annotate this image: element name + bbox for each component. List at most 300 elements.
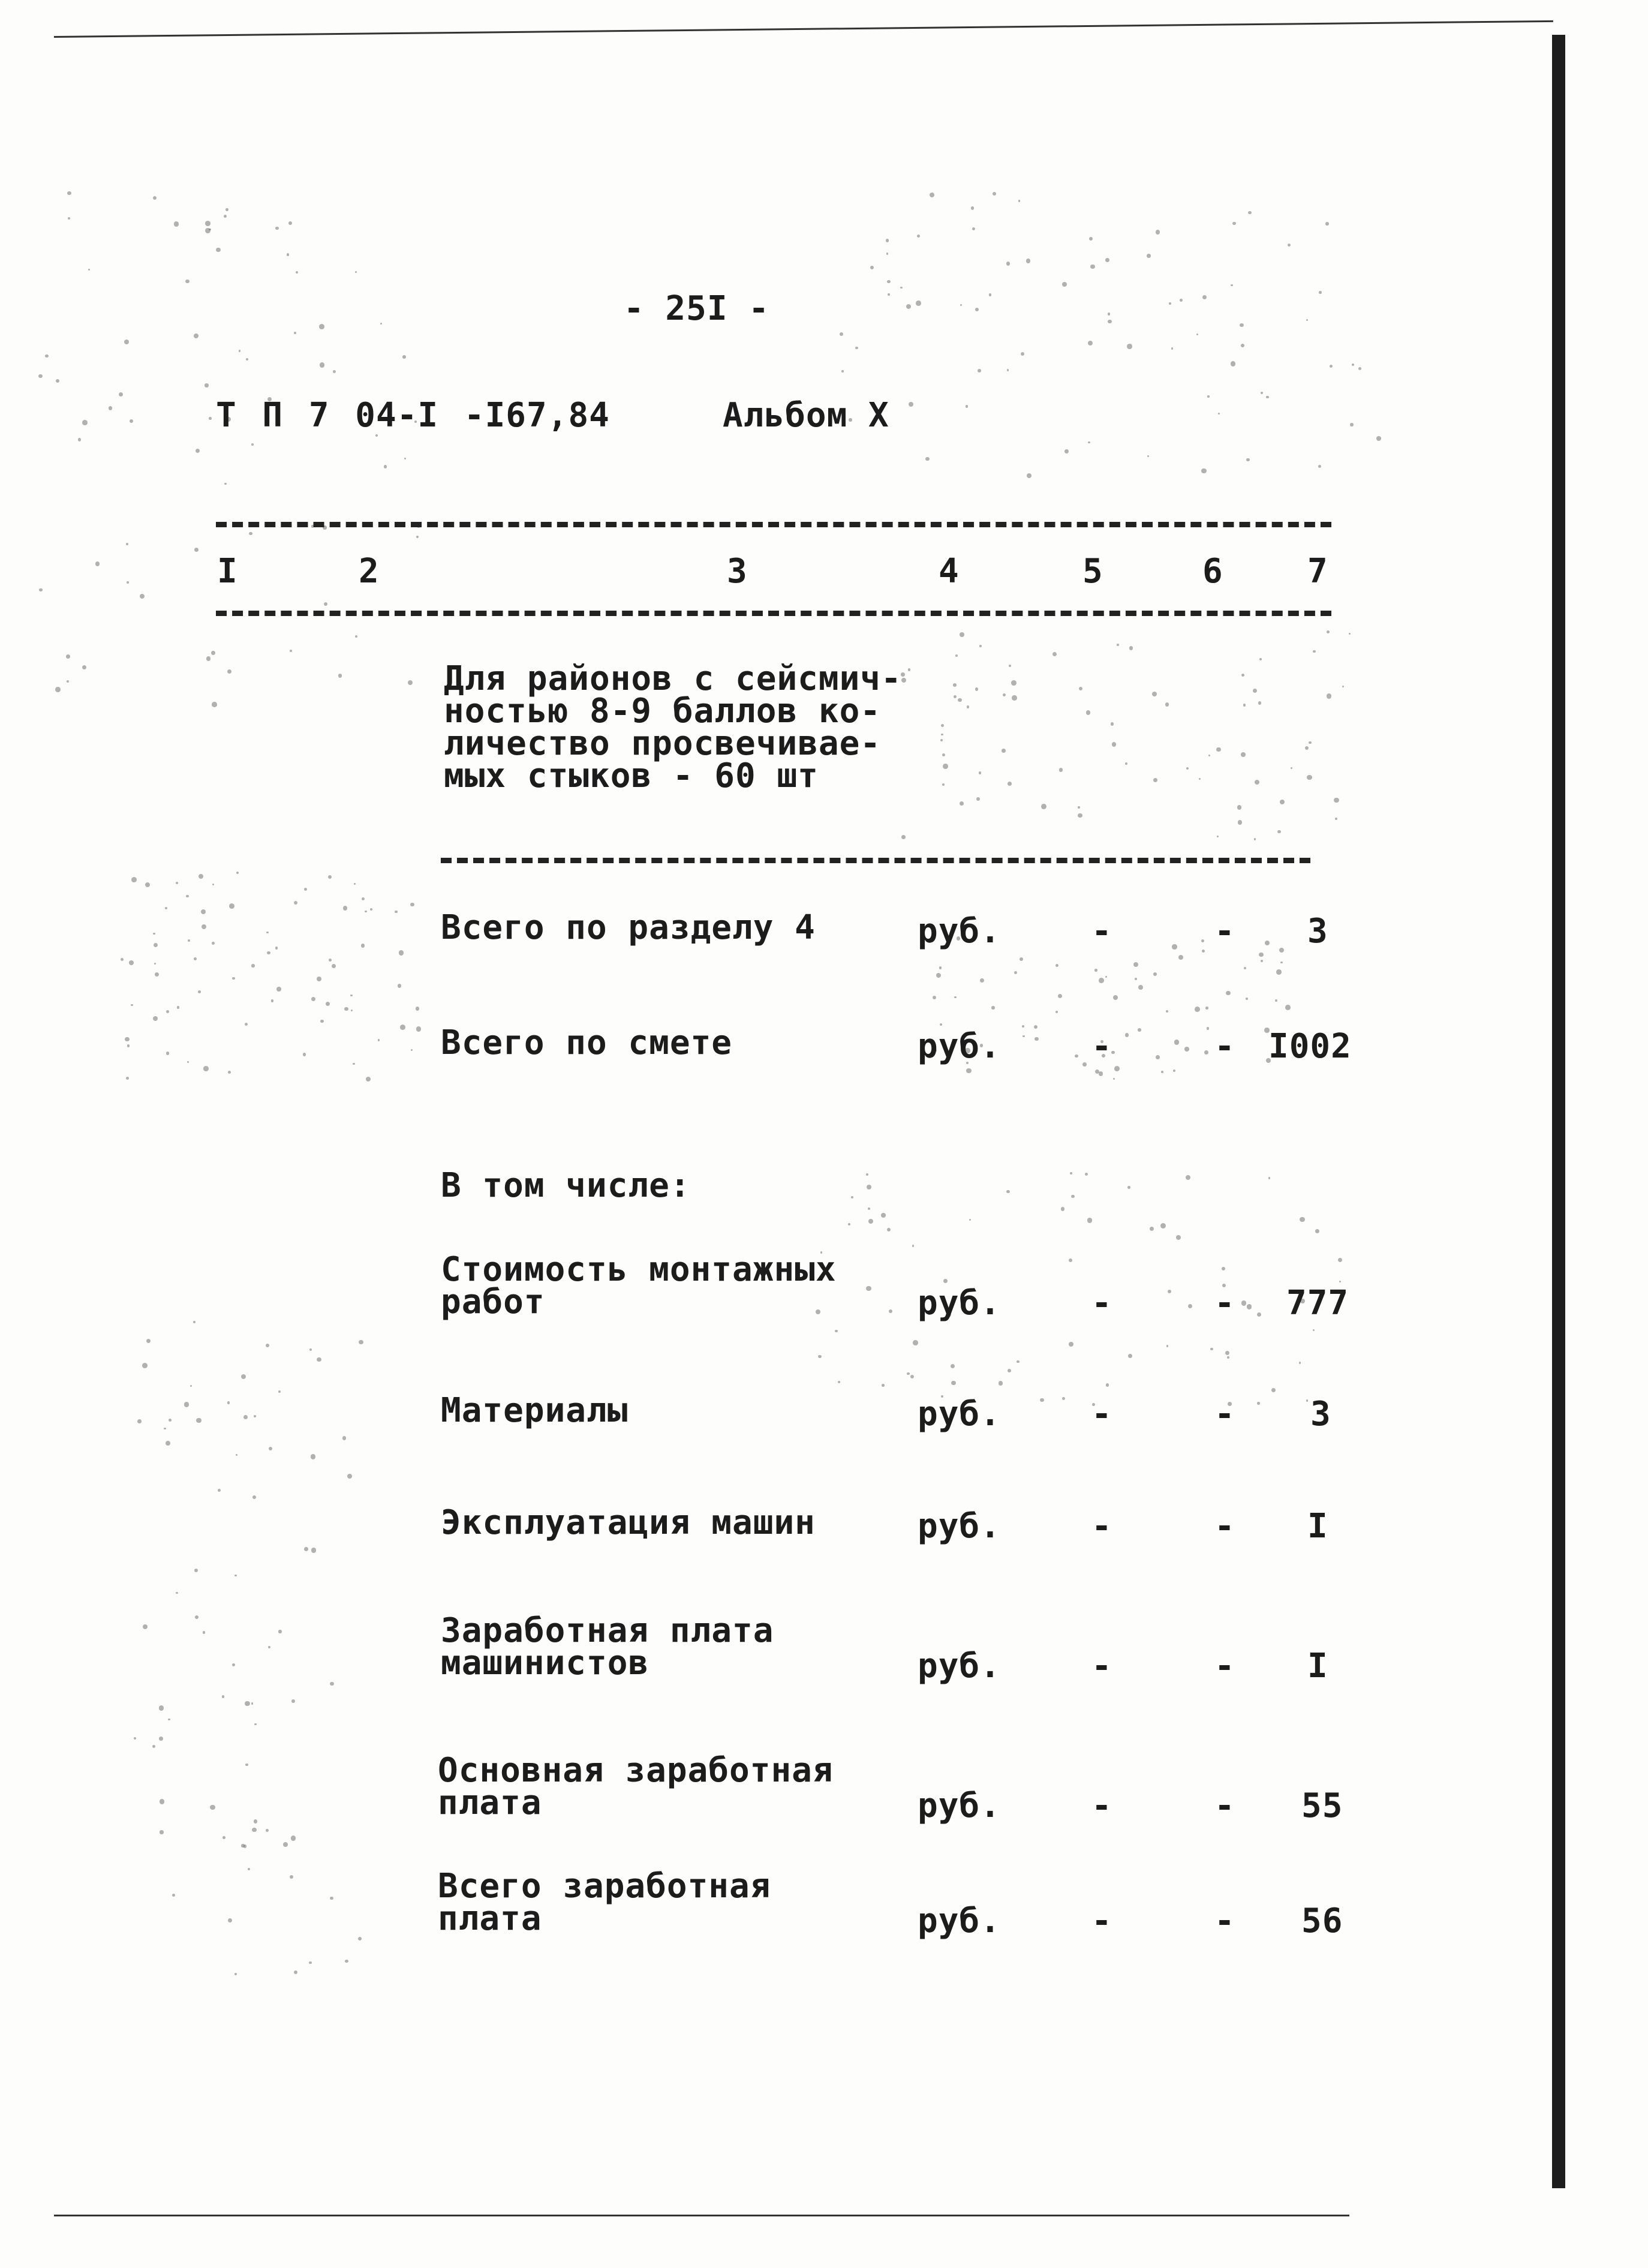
scan-speck	[216, 248, 221, 253]
section-rule	[441, 858, 1310, 863]
scan-speck	[1188, 1304, 1192, 1308]
scan-speck	[243, 1415, 248, 1419]
scan-speck	[882, 1384, 884, 1386]
scan-speck	[126, 543, 128, 545]
scan-speck	[1026, 259, 1030, 263]
scan-speck	[1330, 365, 1333, 368]
scan-speck	[354, 883, 356, 885]
scan-speck	[848, 1223, 850, 1225]
scan-speck	[886, 239, 889, 242]
scan-speck	[1241, 1300, 1246, 1305]
scan-speck	[1342, 686, 1344, 687]
scan-speck	[304, 888, 307, 891]
sheet-top-edge	[54, 20, 1553, 38]
scan-speck	[109, 406, 112, 410]
scan-speck	[384, 465, 387, 468]
scan-speck	[1071, 1195, 1075, 1198]
scan-speck	[940, 739, 943, 741]
scan-speck	[881, 1213, 886, 1218]
scan-speck	[1174, 1040, 1179, 1044]
scan-speck	[1150, 1227, 1154, 1231]
scan-speck	[1125, 762, 1127, 765]
scan-speck	[168, 1719, 170, 1720]
scan-speck	[330, 1897, 333, 1900]
scan-speck	[290, 650, 292, 652]
scan-speck	[1276, 969, 1281, 974]
scan-speck	[910, 1375, 914, 1378]
scan-speck	[294, 1970, 297, 1974]
scan-speck	[344, 1007, 348, 1011]
scan-speck	[1277, 830, 1280, 833]
row-unit: руб.	[918, 1647, 1001, 1686]
scan-speck	[324, 602, 327, 606]
scan-speck	[1265, 941, 1270, 945]
scan-speck	[1069, 1258, 1072, 1262]
scan-speck	[993, 192, 996, 196]
scan-speck	[399, 950, 404, 956]
scan-speck	[249, 532, 252, 535]
column-number: I	[217, 552, 238, 591]
scan-speck	[1201, 939, 1204, 942]
scan-speck	[907, 1372, 910, 1375]
scan-speck	[971, 206, 974, 209]
scan-speck	[1205, 1007, 1208, 1009]
row-label: Всего по смете	[441, 1023, 733, 1062]
scan-speck	[1023, 1035, 1025, 1038]
scan-speck	[333, 370, 336, 373]
scan-speck	[311, 997, 315, 1001]
row-col5: -	[1091, 1284, 1112, 1323]
scan-speck	[174, 221, 179, 226]
scan-speck	[909, 402, 913, 407]
scan-speck	[1069, 1342, 1073, 1347]
scan-speck	[210, 1805, 215, 1810]
scan-speck	[1231, 284, 1232, 286]
scan-speck	[268, 1646, 270, 1648]
scan-speck	[320, 1020, 324, 1023]
scan-speck	[1133, 962, 1138, 967]
scan-speck	[1173, 1070, 1175, 1072]
scan-speck	[1241, 752, 1246, 757]
scan-speck	[309, 1348, 312, 1351]
scan-speck	[172, 1894, 175, 1897]
scan-speck	[936, 973, 941, 978]
scan-speck	[1184, 1047, 1189, 1051]
column-number: 3	[727, 552, 748, 591]
scan-speck	[908, 668, 911, 671]
scan-speck	[1243, 704, 1246, 707]
scan-speck	[155, 972, 159, 977]
scan-speck	[1261, 392, 1263, 394]
scan-speck	[82, 665, 86, 669]
scan-speck	[311, 1454, 316, 1459]
scan-speck	[1238, 820, 1242, 824]
scan-speck	[201, 909, 206, 915]
scan-speck	[1244, 967, 1246, 969]
scan-speck	[941, 734, 943, 735]
row-col5: -	[1091, 1901, 1112, 1940]
scan-speck	[1018, 200, 1020, 202]
scan-speck	[1052, 652, 1057, 656]
scan-speck	[225, 208, 228, 211]
scan-speck	[1218, 413, 1220, 415]
row-label: В том числе:	[441, 1166, 691, 1205]
scan-speck	[1247, 1304, 1252, 1309]
scan-speck	[245, 1701, 250, 1707]
scan-speck	[159, 1737, 163, 1741]
scan-speck	[195, 1615, 199, 1619]
scan-speck	[1099, 978, 1104, 983]
scan-speck	[1253, 689, 1257, 693]
scan-speck	[1176, 1235, 1181, 1240]
scan-speck	[224, 215, 227, 218]
scan-speck	[1106, 1383, 1109, 1387]
scan-speck	[960, 632, 964, 636]
scan-speck	[1153, 778, 1157, 782]
scan-speck	[370, 908, 372, 911]
scan-speck	[358, 1937, 362, 1940]
scan-speck	[1082, 1062, 1087, 1067]
scan-speck	[1279, 948, 1284, 953]
scan-speck	[951, 1381, 955, 1385]
scan-speck	[1259, 953, 1263, 957]
scan-speck	[1127, 344, 1132, 349]
scan-speck	[906, 304, 911, 309]
scan-speck	[940, 1023, 942, 1026]
scan-speck	[252, 1495, 256, 1499]
table-header-rule	[216, 611, 1331, 616]
scan-speck	[972, 227, 975, 230]
scan-speck	[164, 1428, 166, 1430]
scan-speck	[1008, 782, 1012, 786]
scan-speck	[1171, 347, 1173, 349]
page-number: - 25I -	[624, 289, 770, 328]
scan-speck	[129, 960, 134, 965]
scan-speck	[153, 933, 155, 935]
scan-speck	[1059, 768, 1063, 771]
scan-speck	[254, 1415, 256, 1417]
row-unit: руб.	[918, 1786, 1001, 1825]
scan-speck	[1114, 1066, 1120, 1071]
scan-speck	[916, 301, 921, 306]
scan-speck	[1017, 1360, 1020, 1363]
scan-speck	[1285, 1005, 1291, 1010]
scan-speck	[1307, 775, 1312, 780]
scan-speck	[187, 1061, 189, 1063]
scan-speck	[1225, 1351, 1229, 1355]
scan-speck	[1062, 282, 1067, 287]
scan-speck	[1014, 971, 1017, 974]
scan-speck	[154, 943, 158, 947]
scan-speck	[1335, 818, 1337, 820]
scan-speck	[1034, 1037, 1038, 1041]
column-number: 4	[939, 552, 960, 591]
scan-speck	[241, 1374, 246, 1379]
scan-speck	[1105, 976, 1107, 978]
scan-speck	[1241, 674, 1244, 677]
scan-speck	[1088, 341, 1093, 346]
scan-speck	[942, 783, 945, 786]
scan-speck	[889, 1309, 892, 1313]
scan-speck	[227, 1401, 230, 1404]
scan-speck	[1196, 334, 1199, 336]
scan-speck	[328, 875, 332, 879]
scan-speck	[1061, 1207, 1065, 1211]
scan-speck	[266, 932, 268, 933]
scan-speck	[1258, 701, 1261, 704]
scan-speck	[245, 1023, 248, 1026]
scan-speck	[66, 654, 70, 659]
scan-speck	[67, 680, 69, 683]
scan-speck	[205, 221, 210, 226]
scan-speck	[901, 835, 906, 839]
scan-speck	[68, 217, 70, 220]
scan-speck	[867, 1185, 871, 1189]
scan-speck	[271, 999, 273, 1002]
scan-speck	[868, 1219, 873, 1224]
scan-speck	[176, 1592, 178, 1594]
scan-speck	[1309, 741, 1311, 744]
row-value: 3	[1307, 912, 1328, 951]
scan-speck	[67, 191, 71, 195]
seismic-note: Для районов с сейсмич- ностью 8-9 баллов ко- личество просвечивае- мых стыков - 60 шт	[444, 659, 902, 795]
scan-speck	[960, 304, 962, 306]
scan-speck	[1089, 237, 1093, 241]
scan-speck	[1008, 1369, 1011, 1372]
scan-speck	[362, 897, 365, 900]
sheet-right-edge	[1552, 35, 1565, 2188]
scan-speck	[1012, 695, 1017, 701]
scan-speck	[1129, 646, 1133, 650]
scan-speck	[1138, 985, 1143, 990]
scan-speck	[1078, 813, 1082, 818]
scan-speck	[887, 280, 891, 284]
scan-speck	[1002, 749, 1006, 753]
scan-speck	[212, 942, 215, 945]
scan-speck	[125, 1037, 129, 1041]
scan-speck	[241, 1844, 244, 1847]
scan-speck	[294, 332, 296, 334]
scan-speck	[1041, 804, 1046, 809]
scan-speck	[1207, 395, 1209, 397]
scan-speck	[166, 1052, 170, 1055]
scan-speck	[1201, 468, 1206, 473]
scan-speck	[290, 1875, 294, 1879]
scan-speck	[1112, 742, 1116, 746]
scan-speck	[900, 287, 903, 289]
sheet-bottom-edge	[54, 2215, 1349, 2216]
scan-speck	[402, 355, 406, 359]
scan-speck	[291, 1699, 296, 1704]
scan-speck	[933, 996, 936, 999]
scan-speck	[395, 911, 398, 914]
row-col6: -	[1214, 912, 1235, 951]
scan-speck	[303, 1053, 306, 1056]
scan-speck	[1339, 1281, 1341, 1282]
scan-speck	[1271, 1388, 1276, 1393]
scan-speck	[1095, 1070, 1099, 1074]
row-col6: -	[1214, 1284, 1235, 1323]
scan-speck	[203, 1066, 209, 1071]
row-label: Эксплуатация машин	[441, 1503, 816, 1542]
scan-speck	[1127, 1186, 1130, 1189]
scan-speck	[186, 895, 189, 898]
scan-speck	[1349, 633, 1351, 635]
scan-speck	[1232, 222, 1236, 226]
scan-speck	[975, 687, 979, 691]
scan-speck	[134, 1737, 136, 1740]
scan-speck	[153, 1016, 158, 1021]
scan-speck	[252, 1828, 256, 1832]
row-label: Заработная плата машинистов	[441, 1611, 774, 1683]
scan-speck	[127, 1044, 130, 1047]
scan-speck	[146, 1339, 151, 1343]
scan-speck	[205, 228, 210, 233]
scan-speck	[1248, 211, 1251, 214]
scan-speck	[56, 379, 59, 383]
scan-speck	[951, 1364, 955, 1368]
scan-speck	[326, 1002, 330, 1006]
row-col5: -	[1091, 1786, 1112, 1825]
row-label: Всего по разделу 4	[441, 908, 816, 947]
scan-speck	[222, 1836, 225, 1839]
scan-speck	[991, 1006, 994, 1009]
scan-speck	[131, 1004, 133, 1007]
scan-speck	[1318, 465, 1321, 468]
scan-speck	[177, 1006, 180, 1009]
scan-speck	[1055, 964, 1058, 967]
scan-speck	[1327, 693, 1331, 698]
scan-speck	[196, 449, 200, 453]
scan-speck	[1195, 1007, 1200, 1012]
scan-speck	[342, 1436, 347, 1440]
row-col6: -	[1214, 1786, 1235, 1825]
scan-speck	[980, 978, 984, 983]
scan-speck	[248, 1868, 250, 1870]
scan-speck	[1168, 1290, 1171, 1293]
scan-speck	[979, 771, 982, 774]
scan-speck	[1261, 960, 1263, 962]
scan-speck	[1334, 798, 1339, 803]
scan-speck	[838, 1381, 840, 1383]
scan-speck	[152, 1745, 155, 1748]
scan-speck	[153, 196, 157, 200]
scan-speck	[969, 1219, 971, 1221]
scan-speck	[196, 1418, 201, 1423]
scan-speck	[361, 944, 365, 948]
scan-speck	[1358, 367, 1361, 370]
scan-speck	[304, 1547, 308, 1551]
scan-speck	[39, 588, 43, 592]
scan-speck	[1105, 258, 1109, 262]
scan-speck	[278, 1390, 281, 1393]
scan-speck	[1040, 1398, 1043, 1402]
scan-speck	[232, 1663, 235, 1666]
scan-speck	[1299, 1362, 1301, 1363]
scan-speck	[330, 1682, 333, 1686]
scan-speck	[1210, 1348, 1213, 1350]
scan-speck	[1202, 295, 1207, 299]
scan-speck	[169, 1419, 172, 1422]
scan-speck	[380, 323, 382, 325]
scan-speck	[1338, 1258, 1342, 1262]
scan-speck	[345, 1960, 348, 1963]
scan-speck	[294, 901, 297, 905]
scan-speck	[1006, 1190, 1010, 1194]
scan-speck	[1108, 313, 1110, 315]
scan-speck	[311, 1548, 317, 1553]
scan-speck	[410, 903, 414, 906]
scan-speck	[841, 370, 844, 373]
scan-speck	[1227, 1356, 1229, 1359]
scan-speck	[1160, 1223, 1166, 1228]
scan-speck	[925, 457, 930, 461]
scan-speck	[291, 1836, 296, 1840]
scan-speck	[1216, 747, 1221, 752]
scan-speck	[55, 687, 61, 692]
row-unit: руб.	[918, 912, 1001, 951]
scan-speck	[234, 1973, 237, 1975]
scan-speck	[119, 392, 123, 396]
scan-speck	[1006, 262, 1010, 265]
scan-speck	[1288, 244, 1291, 247]
scan-speck	[251, 443, 254, 446]
scan-speck	[416, 1026, 421, 1031]
scan-speck	[347, 1474, 352, 1479]
scan-speck	[137, 1419, 142, 1423]
scan-speck	[266, 1829, 269, 1832]
row-col6: -	[1214, 1647, 1235, 1686]
scan-speck	[1165, 702, 1169, 707]
scan-speck	[989, 293, 992, 296]
scan-speck	[1306, 319, 1309, 322]
scan-speck	[205, 383, 208, 387]
scan-speck	[317, 977, 321, 981]
scan-speck	[140, 594, 145, 599]
row-label: Материалы	[441, 1391, 628, 1430]
scan-speck	[1088, 441, 1090, 444]
row-unit: руб.	[918, 1284, 1001, 1323]
scan-speck	[121, 958, 124, 961]
scan-speck	[88, 269, 90, 271]
scan-speck	[1111, 722, 1114, 725]
row-col6: -	[1214, 1027, 1235, 1066]
column-number: 6	[1202, 552, 1223, 591]
scan-speck	[143, 1624, 148, 1629]
scan-speck	[38, 374, 43, 378]
scan-speck	[199, 874, 203, 879]
scan-speck	[868, 1207, 870, 1210]
row-value: 55	[1301, 1786, 1343, 1825]
scan-speck	[1113, 995, 1118, 1000]
scan-speck	[82, 420, 88, 425]
scan-speck	[343, 906, 347, 910]
scan-speck	[1275, 999, 1277, 1002]
scan-speck	[124, 340, 129, 344]
scan-speck	[942, 753, 945, 756]
scan-speck	[1178, 955, 1183, 960]
scan-speck	[1128, 1354, 1132, 1358]
row-unit: руб.	[918, 1507, 1001, 1546]
scan-speck	[1207, 1027, 1209, 1029]
scan-speck	[351, 1010, 353, 1012]
scan-speck	[1186, 767, 1189, 770]
scan-speck	[269, 1447, 272, 1450]
row-label: Основная заработная плата	[438, 1751, 834, 1822]
scan-speck	[232, 977, 235, 980]
scan-speck	[350, 995, 353, 997]
scan-speck	[234, 1575, 236, 1576]
